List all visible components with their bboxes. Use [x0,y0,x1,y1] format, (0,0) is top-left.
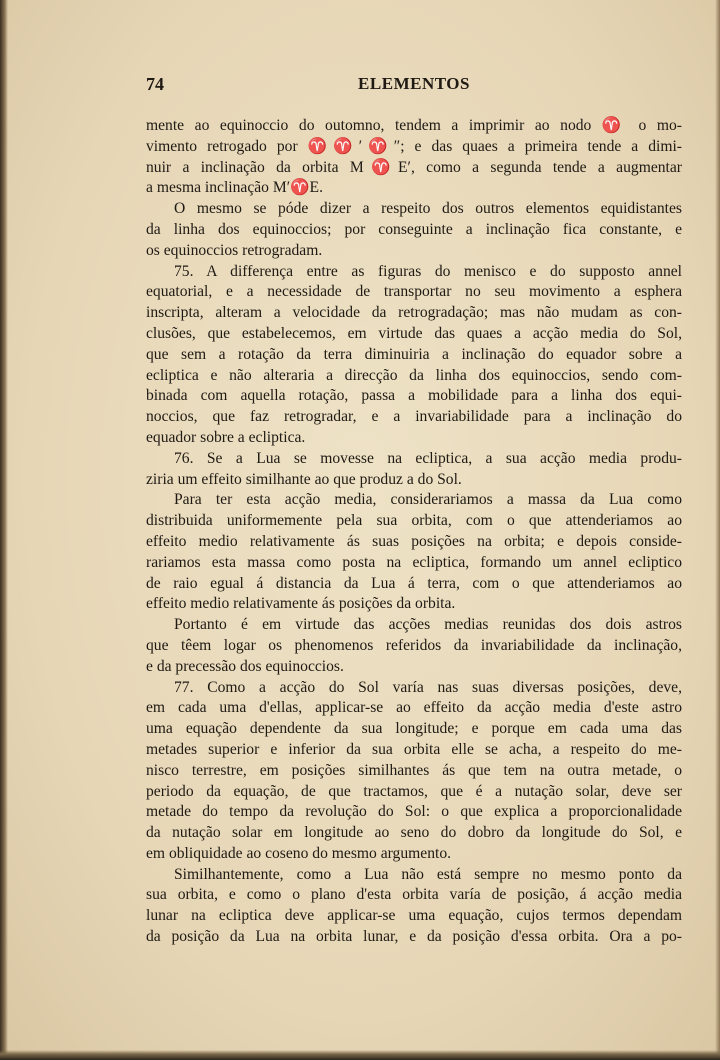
body-text [146,116,682,948]
text-line: nisco terrestre, em posições similhantes ás que tem na outra metade, o [146,761,682,779]
page-edge-shadow-left [0,0,8,1060]
text-line: equatorial, e a necessidade de transportar no seu movimento a esphera [146,283,682,301]
text-line: 75. A differença entre as figuras do menisco e do supposto annel [174,262,682,280]
text-line: rariamos esta massa como posta na ecliptica, formando um annel ecliptico [146,553,682,571]
text-line: ecliptica e não alteraria a direcção da linha dos equinoccios, sendo com- [146,366,682,384]
text-line: vimento retrogado por ♈♈′♈″; e das quaes a primeira tende a dimi- [146,137,682,155]
text-line: que sem a rotação da terra diminuiria a inclinação do equador sobre a [146,345,682,363]
running-head: ELEMENTOS [358,74,470,93]
text-line: 76. Se a Lua se movesse na ecliptica, a sua acção media produ- [174,449,682,467]
text-line: uma equação dependente da sua longitude; e porque em cada uma das [146,720,682,738]
text-line: nuir a inclinação da orbita M♈E′, como a segunda tende a augmentar [146,158,682,176]
text-line: Para ter esta acção media, considerariamos a massa da Lua como [174,491,682,509]
text-line: sua orbita, e como o plano d'esta orbita varía de posição, á acção media [146,886,682,904]
text-line: distribuida uniformemente pela sua orbita, com o que attenderiamos ao [146,512,682,530]
text-line: binada com aquella rotação, passa a mobilidade para a linha dos equi- [146,387,682,405]
text-line: Portanto é em virtude das acções medias reunidas dos dois astros [174,616,682,634]
text-line: em obliquidade ao coseno do mesmo argumento. [146,844,452,862]
text-line: mente ao equinoccio do outomno, tendem a imprimir ao nodo ♈ o mo- [146,117,682,134]
text-line: clusões, que estabelecemos, em virtude das quaes a acção media do Sol, [146,324,682,342]
text-line: da linha dos equinoccios; por conseguinte a inclinação fica constante, e [146,220,682,238]
text-line: os equinoccios retrogradam. [146,241,323,259]
text-line: Similhantemente, como a Lua não está sempre no mesmo ponto da [174,865,682,883]
text-line: O mesmo se póde dizer a respeito dos outros elementos equidistantes [174,200,682,218]
text-line: a mesma inclinação M′♈E. [146,179,323,197]
text-line: metades superior e inferior da sua orbita elle se acha, a respeito do me- [146,740,682,758]
text-line: equador sobre a ecliptica. [146,428,306,446]
text-line: 77. Como a acção do Sol varía nas suas diversas posições, deve, [174,678,682,696]
text-line: que têem logar os phenomenos referidos da invariabilidade da inclinação, [146,636,682,654]
text-line: e da precessão dos equinoccios. [146,657,344,675]
text-line: noccios, que faz retrogradar, e a invariabilidade para a inclinação do [146,408,682,426]
text-line: da nutação solar em longitude ao seno do dobro da longitude do Sol, e [146,824,682,842]
text-line: ziria um effeito similhante ao que produz a do Sol. [146,470,462,488]
text-line: effeito medio relativamente ás suas posições na orbita; e depois conside- [146,532,682,550]
text-line: da posição da Lua na orbita lunar, e da posição d'essa orbita. Ora a po- [146,928,682,946]
page-edge-shadow-right [715,0,720,1060]
text-line: de raio egual á distancia da Lua á terra, com o que attenderiamos ao [146,574,682,592]
text-line: lunar na ecliptica deve applicar-se uma equação, cujos termos dependam [146,907,682,925]
text-line: metade do tempo da revolução do Sol: o que explica a proporcionalidade [146,803,682,821]
page-edge-shadow-bottom [0,1050,720,1060]
text-line: inscripta, alteram a velocidade da retrogradação; mas não mudam as con- [146,304,682,322]
text-line: em cada uma d'ellas, applicar-se ao effeito da acção media d'este astro [146,699,682,717]
page-number: 74 [146,74,164,94]
text-line: periodo da equação, de que tractamos, que é a nutação solar, deve ser [146,782,682,800]
text-line: effeito medio relativamente ás posições da orbita. [146,595,456,613]
page-header [146,74,682,98]
